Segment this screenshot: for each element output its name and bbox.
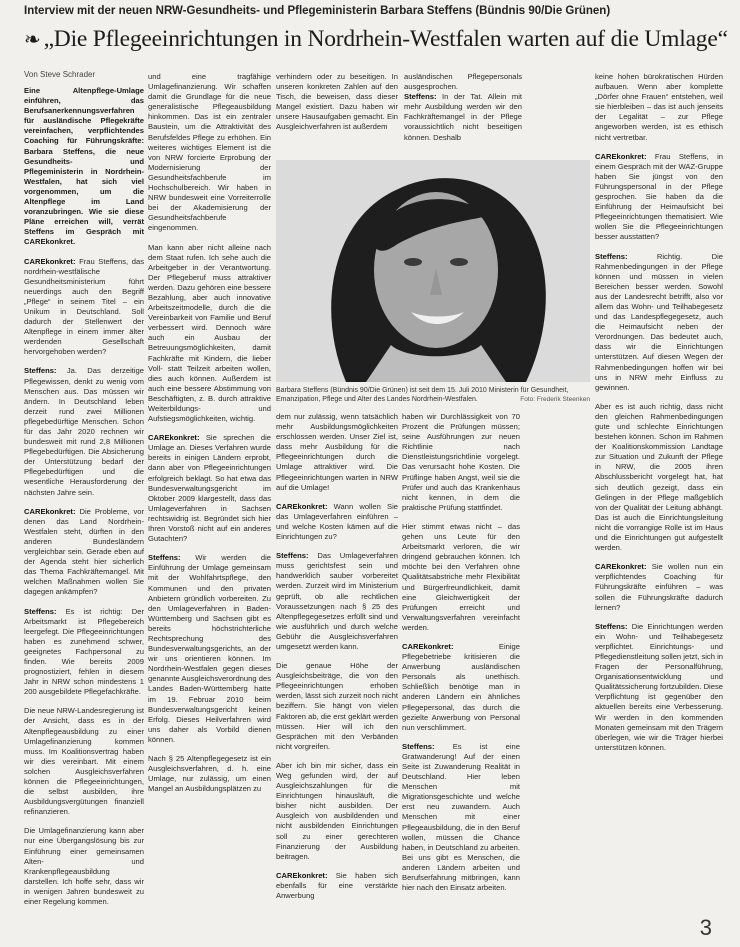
paragraph: CAREkonkret: Die Probleme, vor denen das Land Nordrhein-Westfalen steht, dürften in den anderen Bundesländern vergleichbar sein. Gerade eben auf der Agenda steht hier sicherlich das Thema Fachkräftemangel. Mit welchen Maßnahmen wollen Sie dagegen ankämpfen? bbox=[24, 506, 144, 597]
paragraph: Steffens: Es ist eine Gratwanderung! Auf der einen Seite ist Zuwanderung Realität in Deutschland. Hier leben Menschen mit Migrationsgeschichte und welche erst neu zuwandern. Auch Menschen mit einer Pflegeausbildung, die in den Beruf wollen, müssen die Chance haben, in Deutschland zu arbeiten. Bei uns gibt es Menschen, die anderen Ländern arbeiten und Berufserfahrung mitbringen, kann hier nach den Einsatz arbeiten. bbox=[402, 741, 520, 893]
photo-caption bbox=[276, 386, 590, 404]
paragraph: Die neue NRW-Landesregierung ist der Ansicht, dass es in der Altenpflegeausbildung zu einer Umlagefinanzierung kommen muss. Im Koalitionsvertrag haben wir dies vereinbart. Mit einem solchen Ausgleichsverfahren können die Pflegeeinrichtungen, die selbst ausbilden, ihre Ausbildungsvergütungen finanziell refinanzieren. bbox=[24, 706, 144, 817]
paragraph: Die genaue Höhe der Ausgleichsbeiträge, die von den Pflegeeinrichtungen erhoben werden, lässt sich zurzeit noch nicht beziffern. Sie hängt von vielen Faktoren ab, die erst geklärt werden müssen. Hier will ich den Gesprächen mit den Verbänden nicht vorgreifen. bbox=[276, 661, 398, 751]
column-4-body bbox=[402, 412, 520, 893]
paragraph: CAREkonkret: Frau Steffens, das nordrhein-westfälische Gesundheitsministerium führt neuerdings auch den Begriff „Pflege“ in seinem Titel – ein Unikum in Deutschland. Soll dadurch der Stellenwert der Altenpflege in einem immer älter werdenden Gesellschaft hervorgehoben werden? bbox=[24, 256, 144, 357]
paragraph: Steffens: Wir werden die Einführung der Umlage gemeinsam mit der Wohlfahrtspflege, den Kommunen und den privaten Anbietern gründlich vorbereiten. Zu den Umlageverfahren in Baden-Württemberg und Sachsen gibt es bereits höchstrichterliche Rechtsprechung des Bundesverwaltungsgerichts, an der wir uns orientieren können. Im Nordrhein-Westfalen gegen dieses genannte Ausgleichsverordnung des Landes Baden-Württemberg hatte im 19. Februar 2010 beim Bundesverwaltungsgericht keinen Erfolg. Dieses Heilverfahren wird uns daher als Vorbild dienen können. bbox=[148, 553, 271, 744]
byline: Von Steve Schrader bbox=[24, 70, 96, 79]
lead-paragraph: Eine Altenpflege-Umlage einführen, das Berufsanerkennungsverfahren für ausländische Pflegekräfte vereinfachen, verpflichtendes Coaching für Führungskräfte: Barbara Steffens, die neue Gesundheits- und Pflegeministerin in Nordrhein-Westfalen, hat sich viel vorgenommen, um die Altenpflege im Land voranzubringen. Wie sie diese Pläne erreichen will, verrät Steffens im Gespräch mit CAREkonkret. bbox=[24, 86, 144, 247]
column-4-top-text: ausländischen Pflegepersonals ausgesprochen. bbox=[404, 72, 522, 92]
column-2 bbox=[148, 72, 271, 936]
paragraph: CAREkonkret: Sie wollen nun ein verpflichtendes Coaching für Führungskräfte einführen – was sollen die Führungskräfte dadurch lernen? bbox=[595, 562, 723, 612]
paragraph: Man kann aber nicht alleine nach dem Staat rufen. Ich sehe auch die Arbeitgeber in der Verantwortung. Der Pflegeberuf muss attraktiver werden. Dazu gehören eine bessere Bezahlung, aber auch innovative Arbeitszeitmodelle, durch die die Vereinbarkeit von Familie und Beruf verbessert wird. Dennoch wäre auch ein Ausbau der Betreuungsmöglichkeiten, damit Fachkräfte mit Kindern, die lieber Voll- statt Teilzeit arbeiten wollen, dies auch können. Außerdem ist auch eine bessere Abstimmung von Beschäftigten, z. B. durch attraktive Weiterbildungs- und Aufstiegsmöglichkeiten, wichtig. bbox=[148, 242, 271, 424]
paragraph: Aber es ist auch richtig, dass nicht den gleichen Rahmenbedingungen gute und schlechte Einrichtungen bestehen können. Schon im Rahmen der Koalitionskommission Landtage zur Situation und Zukunft der Pflege in NRW, die 2005 ihren Abschlussbericht vorgelegt hat, hat sich deutlich gezeigt, dass ein Gelingen in der Pflege maßgeblich von der Qualität der Leitung abhängt. Das ist auch die Einrichtungsleitung nicht die vorrangige Rolle ist im Haus und die Einrichtungen gut aufgestellt werden. bbox=[595, 401, 723, 553]
paragraph: Steffens: Das Umlageverfahren muss gerichtsfest sein und handwerklich sauber vorbereitet werden. Zurzeit wird im Ministerium geprüft, ob alle rechtlichen Voraussetzungen nach § 25 des Altenpflegegesetzes erfüllt sind und wie ausführlich und durch welche Gebühr die Ausgleichsverfahren umgesetzt werden kann. bbox=[276, 551, 398, 651]
column-3-top bbox=[276, 72, 398, 156]
paragraph: Nach § 25 Altenpflegegesetz ist ein Ausgleichsverfahren, d. h. eine Umlage, nur zulässig, um einen Mangel an Ausbildungsplätzen zu bbox=[148, 754, 271, 794]
article-headline bbox=[24, 25, 734, 54]
photo-caption-text: Barbara Steffens (Bündnis 90/Die Grünen) ist seit dem 15. Juli 2010 Ministerin für Gesundheit, Emanzipation, Pflege und Alter des Landes Nordrhein-Westfalen. bbox=[276, 387, 569, 403]
column-2-body bbox=[148, 72, 271, 794]
column-5 bbox=[595, 72, 723, 936]
portrait-photo bbox=[276, 160, 590, 382]
paragraph: Aber ich bin mir sicher, dass ein Weg gefunden wird, der auf Ausgleichszahlungen für die Einrichtungen hinausläuft, die bisher nicht ausbilden. Der Ausgleich von ausbildenden und nicht ausbildenden Einrichtungen soll zu einer gerechteren Finanzierung der Ausbildung beitragen. bbox=[276, 760, 398, 861]
column-3-body bbox=[276, 412, 398, 901]
page-number: 3 bbox=[699, 915, 712, 940]
column-5-body bbox=[595, 152, 723, 753]
column-4-top bbox=[404, 72, 522, 156]
column-1 bbox=[24, 86, 144, 938]
paragraph: CAREkonkret: Wann wollen Sie das Umlageverfahren einführen – und welche Kosten kämen auf die Einrichtungen zu? bbox=[276, 501, 398, 542]
column-5-top-text: keine hohen bürokratischen Hürden aufbauen. Wenn aber komplette „Dörfer ohne Frauen“ entstehen, weil sie hierbleiben – das ist auch jenseits der Legalität – zur Pflege angeworben werden, ist es ethisch nicht vertretbar. bbox=[595, 72, 723, 142]
paragraph: CAREkonkret: Sie sprechen die Umlage an. Dieses Verfahren wurde bereits in einigen Ländern erprobt, dann aber von Pflegeeinrichtungen erfolgreich beklagt. So hat etwa das Bundesverwaltungsgericht im Oktober 2009 klargestellt, dass das Umlageverfahren in Sachsen rechtswidrig ist. Begründet sich hier Ihren Vorstoß nicht auf ein anderes Gutachten? bbox=[148, 433, 271, 544]
paragraph: CAREkonkret: Frau Steffens, in einem Gespräch mit der WAZ-Gruppe haben Sie jüngst von den Führungspersonal in der Pflege gesprochen. Sie haben da die Einführung der Heimaufsicht bei Pflegeeinrichtungen thematisiert. Wie wollen Sie die Pflegeeinrichtungen besser ausstatten? bbox=[595, 151, 723, 242]
paragraph: dem nur zulässig, wenn tatsächlich mehr Ausbildungsmöglichkeiten erschlossen werden. Unser Ziel ist, dass mehr Ausbildung für die Pflegeeinrichtungen durch die Umlage attraktiver wird. Die Pflegeeinrichtungen warten in NRW auf die Umlage! bbox=[276, 412, 398, 492]
paragraph: Die Umlagefinanzierung kann aber nur eine Übergangslösung bis zur Einführung einer gemeinsamen Alten- und Krankenpflegeausbildung darstellen. Ich hoffe sehr, dass wir in wenigen Jahren bundesweit zu einer Regelung kommen. bbox=[24, 826, 144, 907]
paragraph: Steffens: Es ist richtig: Der Arbeitsmarkt ist Pflegebereich leergefegt. Die Pflegeeinrichtungen haben es zunehmend schwer, geeignetes Fachpersonal zu finden. Wie bereits 2009 prognostiziert, fehlen in diesem Jahr in NRW schon mindestens 1 200 ausgebildete Pflegefachkräfte. bbox=[24, 606, 144, 697]
quote-mark-icon: ❧ bbox=[24, 29, 41, 51]
paragraph: CAREkonkret: Sie haben sich ebenfalls für eine verstärkte Anwerbung bbox=[276, 870, 398, 901]
column-1-body bbox=[24, 257, 144, 908]
column-4-top-answer: Steffens: In der Tat. Allein mit mehr Ausbildung werden wir den Fachkräftemangel in der Pflege voraussichtlich nicht beseitigen können. Deshalb bbox=[404, 92, 522, 142]
paragraph: CAREkonkret: Einige Pflegebetriebe kritisieren die Anwerbung ausländischen Personals als unethisch. Schließlich benötige man in anderen Ländern ein ähnliches Pflegepersonal, das durch die gezielte Anwerbung von Personal nun verschlimmert. bbox=[402, 641, 520, 732]
headline-text: „Die Pflegeeinrichtungen in Nordrhein-Westfalen warten auf die Umlage“ bbox=[43, 26, 728, 52]
photo-credit: Foto: Frederik Steenken bbox=[520, 396, 590, 403]
paragraph: Steffens: Ja. Das derzeitige Pflegewissen, denkt zu wenig vom Menschen aus. Das müssen wir ändern. In Deutschland leben derzeit rund zwei Millionen pflegebedürftige Menschen. Schon für das Jahr 2020 rechnen wir bundesweit mit rund 2,8 Millionen Pflegebedürftigen. Die Absicherung der Unterstützung bedarf der Pflegebedürftigen und die wesentliche Herausforderung der nächsten Jahre sein. bbox=[24, 366, 144, 497]
paragraph: Steffens: Richtig. Die Rahmenbedingungen in der Pflege können und müssen in vielen Bereichen besser werden. Sowohl aus der Landesrecht betrifft, also vor allem das Wohn- und Teilhabegesetz und das Landespflegegesetz, auch die Heimaufsicht neben der Verordnungen. Das bedeutet auch, dass wir die Einrichtungen unterstützen. Auf diesen Wegen der Rahmenbedingungen hoffen wir bei uns in NRW mehr Einfluss zu gewinnen. bbox=[595, 251, 723, 392]
column-3 bbox=[276, 412, 398, 936]
paragraph: haben wir Durchlässigkeit von 70 Prozent die Prüfungen müssen; seine Ausführungen zur neuen Richtlinie nach Dienstleistungsrichtlinie vorgelegt. Das verursacht hohe Kosten. Die Prüflinge haben Angst, weil sie die Prüfer und auch das Krankenhaus nicht kennen, in dem die praktische Prüfung stattfindet. bbox=[402, 412, 520, 512]
paragraph: Hier stimmt etwas nicht – das gehen uns Leute für den Arbeitsmarkt verloren, die wir dringend gebrauchen können. Ich möchte bei den Verfahren ohne Qualitätsabstriche mehr Flexibilität und Bürgerfreundlichkeit, damit eine Gleichwertigkeit der Prüfungen erreicht und Verwaltungsverfahren vereinfacht werden. bbox=[402, 521, 520, 632]
column-4 bbox=[402, 412, 520, 936]
paragraph: und eine tragfähige Umlagefinanzierung. Wir schaffen damit die Grundlage für die neue generalistische Pflegeausbildung hinkommen. Das ist ein zentraler Baustein, um die Attraktivität des Berufsfeldes Pflege zu erhöhen. Ein weiteres wichtiges Element ist die von NRW forcierte Erprobung der Modernisierung der Gesundheitsfachberufe im Hochschulbereich. Wir haben in NRW bundesweit eine Vorreiterrolle bei der Akademisierung der Gesundheitsfachberufe eingenommen. bbox=[148, 72, 271, 233]
article-kicker: Interview mit der neuen NRW-Gesundheits- und Pflegeministerin Barbara Steffens (Bündnis 90/Die Grünen) bbox=[24, 5, 611, 17]
paragraph: Steffens: Die Einrichtungen werden ein Wohn- und Teilhabegesetz verpflichtet. Einrichtungs- und Pflegedienstleitung sollen jetzt, sich in Fragen der Personalführung, Organisationsentwicklung und Qualitätssicherung fortzubilden. Diese Verpflichtung ist gegenüber den aktuellen bereits eine Verbesserung. Wir werden in den kommenden Monaten gemeinsam mit den Trägern überlegen, wie wir die Träger hierbei unterstützen können. bbox=[595, 621, 723, 752]
column-3-top-text: verhindern oder zu beseitigen. In unseren konkreten Zahlen auf den Tisch, die beweisen, dass dieser Mangel existiert. Dazu haben wir unsere Hausaufgaben gemacht. Ein Ausgleichverfahren ist außerdem bbox=[276, 72, 398, 132]
